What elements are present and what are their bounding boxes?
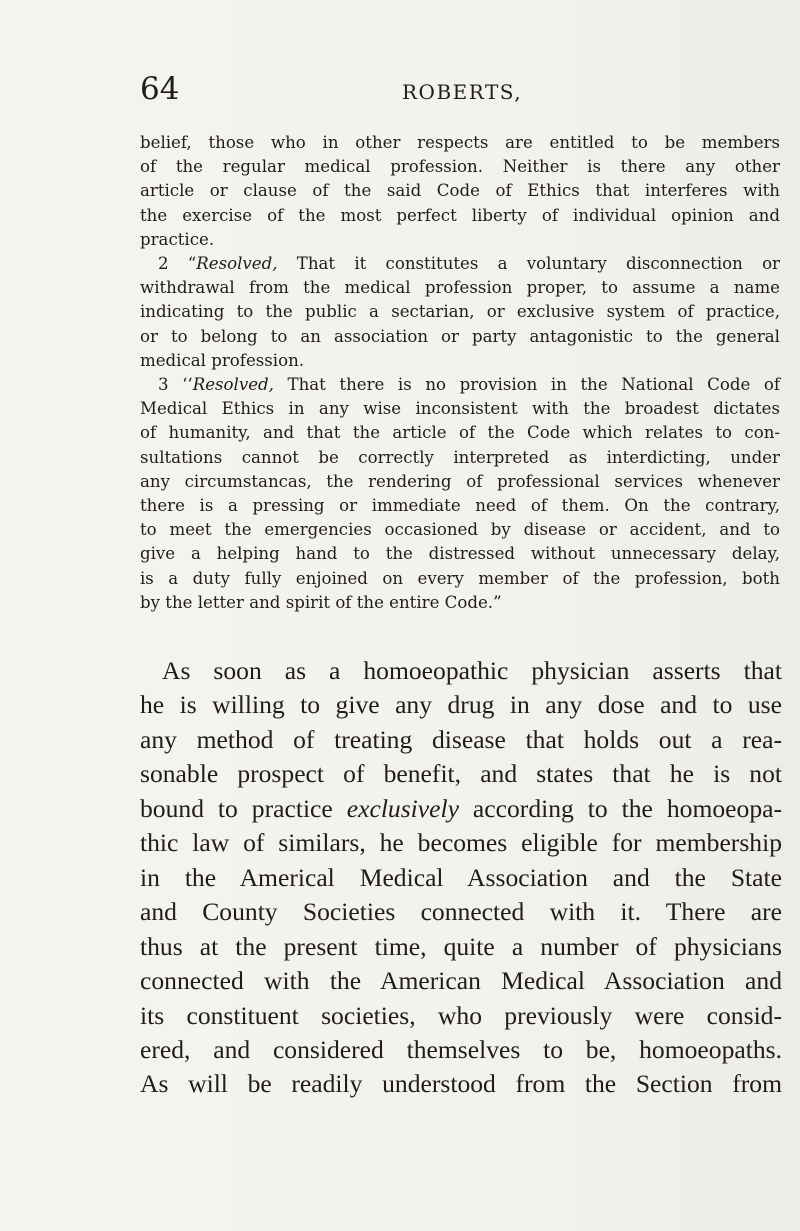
body-paragraph — [140, 654, 782, 1102]
text-line: in the Americal Medical Association and the State — [140, 862, 782, 892]
text-line: by the letter and spirit of the entire Code.” — [140, 592, 502, 612]
text-line: sonable prospect of benefit, and states that he is not — [140, 759, 782, 789]
text-line: article or clause of the said Code of Ethics that interferes with — [140, 181, 780, 201]
text-line: he is willing to give any drug in any dose and to use — [140, 690, 782, 720]
page-header — [140, 72, 780, 112]
text-line: connected with the American Medical Association and — [140, 966, 782, 996]
text-line: to meet the emergencies occasioned by disease or accident, and to — [140, 520, 780, 540]
text-line: As will be readily understood from the Section from — [140, 1069, 782, 1099]
resolution-2-first-line — [140, 252, 780, 276]
text-line: of the regular medical profession. Neither is there any other — [140, 157, 780, 177]
resolved-label: Resolved, — [196, 254, 278, 274]
resolution-3-first-line — [140, 373, 780, 397]
text-span: That there is no provision in the National Code of — [273, 375, 780, 395]
text-line: thic law of similars, he becomes eligible for membership — [140, 828, 782, 858]
resolution-number: 2 “ — [158, 254, 197, 274]
text-line: give a helping hand to the distressed without unnecessary delay, — [140, 544, 780, 564]
text-line: withdrawal from the medical profession proper, to assume a name — [140, 278, 780, 298]
page-number: 64 — [140, 71, 180, 107]
text-line: As soon as a homoeopathic physician asserts that — [162, 656, 782, 685]
text-line: any circumstancas, the rendering of professional services whenever — [140, 471, 780, 491]
emphasis-exclusively: exclusively — [346, 793, 459, 823]
resolution-number: 3 ‘‘ — [158, 375, 193, 395]
text-line: medical profession. — [140, 350, 305, 370]
text-line: Medical Ethics in any wise inconsistent with the broadest dictates — [140, 399, 780, 419]
text-line: belief, those who in other respects are entitled to be members — [140, 133, 780, 152]
text-line: thus at the present time, quite a number of physicians — [140, 931, 782, 961]
text-span: bound to practice — [140, 793, 347, 823]
text-line: any method of treating disease that holds out a rea- — [140, 724, 782, 754]
text-span: according to the homoeopa- — [458, 793, 782, 823]
text-line: sultations cannot be correctly interpreted as interdicting, under — [140, 447, 780, 467]
text-line: of humanity, and that the article of the Code which relates to con- — [140, 423, 780, 443]
text-line: is a duty fully enjoined on every member of the profession, both — [140, 568, 780, 588]
text-span: That it constitutes a voluntary disconnection or — [277, 254, 780, 274]
text-line: indicating to the public a sectarian, or exclusive system of practice, — [140, 302, 780, 322]
resolved-label: Resolved, — [192, 375, 274, 395]
text-line: practice. — [140, 229, 215, 249]
text-line: and County Societies connected with it. There are — [140, 897, 782, 927]
text-line: there is a pressing or immediate need of them. On the contrary, — [140, 496, 780, 516]
text-line: the exercise of the most perfect liberty of individual opinion and — [140, 205, 780, 225]
text-line: its constituent societies, who previously were consid- — [140, 1000, 782, 1030]
text-line: or to belong to an association or party antagonistic to the general — [140, 326, 780, 346]
running-head: ROBERTS, — [402, 80, 523, 104]
text-line: ered, and considered themselves to be, homoeopaths. — [140, 1034, 782, 1064]
quoted-resolutions — [140, 131, 780, 615]
text-line-with-emphasis — [140, 792, 782, 826]
